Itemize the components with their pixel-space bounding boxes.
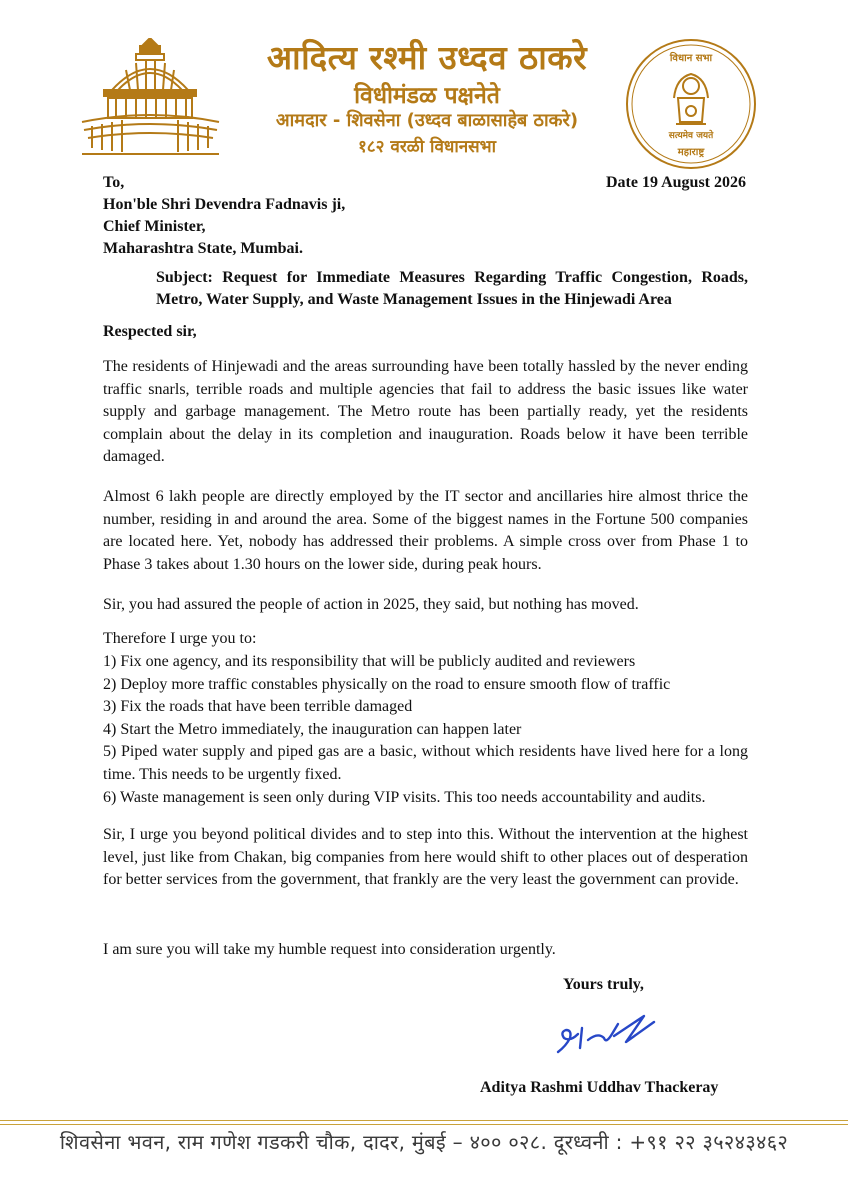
subject-line-1: Subject: Request for Immediate Measures Regarding Traffic Congestion, Roads,: [156, 269, 748, 286]
addressee-name: Hon'ble Shri Devendra Fadnavis ji,: [103, 196, 346, 213]
addressee-place: Maharashtra State, Mumbai.: [103, 240, 303, 257]
salutation: Respected sir,: [103, 323, 197, 340]
list-item-6: 6) Waste management is seen only during VIP visits. This too needs accountability and audits.: [103, 789, 706, 806]
sign-off: Yours truly,: [563, 976, 644, 993]
footer-divider-inner: [0, 1124, 848, 1125]
signatory-name: Aditya Rashmi Uddhav Thackeray: [480, 1079, 719, 1096]
emblem-top-text: विधान सभा: [669, 53, 713, 64]
list-item-4: 4) Start the Metro immediately, the inauguration can happen later: [103, 721, 522, 738]
closing-paragraph-2: I am sure you will take my humble request into consideration urgently.: [103, 941, 556, 958]
letter-date: Date 19 August 2026: [605, 174, 746, 191]
emblem-bottom-text: महाराष्ट्र: [677, 147, 705, 158]
signature-graphic: [552, 1010, 662, 1060]
letterhead-name: आदित्य रश्मी उध्दव ठाकरे: [266, 38, 588, 77]
body-paragraph-3: Sir, you had assured the people of action in 2025, they said, but nothing has moved.: [103, 596, 639, 613]
letterhead-party: आमदार - शिवसेना (उध्दव बाळासाहेब ठाकरे): [275, 110, 579, 131]
letterhead-constituency: १८२ वरळी विधानसभा: [357, 137, 497, 157]
list-item-1: 1) Fix one agency, and its responsibility that will be publicly audited and reviewers: [103, 653, 636, 670]
closing-paragraph-1: Sir, I urge you beyond political divides and to step into this. Without the intervention at the highest level, just like from Chakan, big companies from here would shift to other places out of desperation for better services from the government, that frankly are the very least the government can provide.: [103, 826, 748, 889]
emblem-motto-text: सत्यमेव जयते: [668, 131, 714, 141]
addressee-to: To,: [103, 174, 125, 191]
list-item-5: 5) Piped water supply and piped gas are a basic, without which residents have lived here for a long time. This needs to be urgently fixed.: [103, 743, 748, 783]
body-paragraph-1: The residents of Hinjewadi and the areas surrounding have been totally hassled by the never ending traffic snarls, terrible roads and multiple agencies that fail to address the basic issues like water supply and garbage management. The Metro route has been partially ready, yet the residents complain about the delay in its completion and inauguration. Roads below it have been terrible damaged.: [103, 358, 748, 466]
subject-line-2: Metro, Water Supply, and Waste Management Issues in the Hinjewadi Area: [156, 291, 672, 308]
footer-address: शिवसेना भवन, राम गणेश गडकरी चौक, दादर, मुंबई – ४०० ०२८. दूरध्वनी : +९१ २२ ३५२४३४६२: [59, 1130, 789, 1154]
list-item-3: 3) Fix the roads that have been terrible damaged: [103, 698, 413, 715]
footer-divider: [0, 1120, 848, 1121]
list-intro: Therefore I urge you to:: [103, 630, 257, 647]
vidhan-sabha-emblem: [624, 36, 758, 172]
list-item-2: 2) Deploy more traffic constables physically on the road to ensure smooth flow of traffic: [103, 676, 671, 693]
vidhan-bhavan-logo: [78, 38, 223, 156]
body-paragraph-2: Almost 6 lakh people are directly employed by the IT sector and ancillaries hire almost thrice the number, residing in and around the area. Some of the biggest names in the Fortune 500 companies are located here. Yet, nobody has addressed their problems. A simple cross over from Phase 1 to Phase 3 takes about 1.30 hours on the lower side, during peak hours.: [103, 488, 748, 573]
addressee-designation: Chief Minister,: [103, 218, 206, 235]
letterhead-title: विधीमंडळ पक्षनेते: [354, 83, 500, 109]
